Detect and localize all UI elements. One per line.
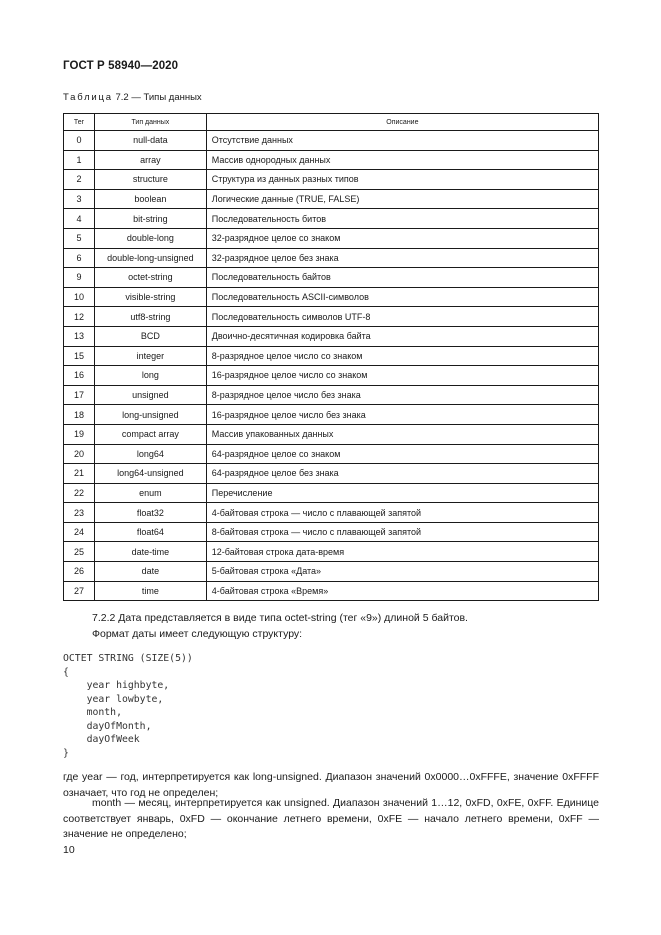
- cell-type: double-long-unsigned: [94, 248, 206, 268]
- cell-type: time: [94, 581, 206, 601]
- cell-description: Логические данные (TRUE, FALSE): [206, 189, 598, 209]
- table-row: [64, 444, 599, 464]
- table-row: [64, 405, 599, 425]
- cell-tag: 25: [64, 542, 95, 562]
- cell-description: Последовательность ASCII-символов: [206, 287, 598, 307]
- table-row: [64, 522, 599, 542]
- cell-description: 16-разрядное целое число со знаком: [206, 366, 598, 386]
- cell-type: octet-string: [94, 268, 206, 288]
- cell-description: 64-разрядное целое без знака: [206, 464, 598, 484]
- table-caption-word: Таблица: [63, 92, 113, 103]
- cell-description: Массив однородных данных: [206, 150, 598, 170]
- document-header: ГОСТ Р 58940—2020: [63, 60, 179, 72]
- cell-description: Структура из данных разных типов: [206, 170, 598, 190]
- table-row: [64, 189, 599, 209]
- cell-tag: 3: [64, 189, 95, 209]
- cell-type: long-unsigned: [94, 405, 206, 425]
- cell-tag: 22: [64, 483, 95, 503]
- table-row: [64, 562, 599, 582]
- cell-type: compact array: [94, 424, 206, 444]
- cell-tag: 12: [64, 307, 95, 327]
- cell-tag: 16: [64, 366, 95, 386]
- cell-tag: 5: [64, 228, 95, 248]
- cell-description: 64-разрядное целое со знаком: [206, 444, 598, 464]
- table-row: [64, 366, 599, 386]
- cell-tag: 6: [64, 248, 95, 268]
- cell-description: 32-разрядное целое со знаком: [206, 228, 598, 248]
- cell-description: Последовательность битов: [206, 209, 598, 229]
- cell-tag: 9: [64, 268, 95, 288]
- cell-tag: 10: [64, 287, 95, 307]
- paragraph-7-2-2: 7.2.2 Дата представляется в виде типа octet-string (тег «9») длиной 5 байтов.: [92, 612, 468, 624]
- cell-description: Массив упакованных данных: [206, 424, 598, 444]
- column-header-description: Описание: [206, 114, 598, 131]
- table-caption: [63, 92, 202, 103]
- table-row: [64, 581, 599, 601]
- cell-type: utf8-string: [94, 307, 206, 327]
- page-number: 10: [63, 844, 75, 856]
- cell-type: date-time: [94, 542, 206, 562]
- cell-type: unsigned: [94, 385, 206, 405]
- cell-type: structure: [94, 170, 206, 190]
- cell-type: long64-unsigned: [94, 464, 206, 484]
- table-row: [64, 248, 599, 268]
- data-types-table: [63, 113, 599, 601]
- paragraph-format-intro: Формат даты имеет следующую структуру:: [92, 628, 303, 640]
- cell-description: 5-байтовая строка «Дата»: [206, 562, 598, 582]
- cell-description: Перечисление: [206, 483, 598, 503]
- cell-tag: 4: [64, 209, 95, 229]
- table-caption-title: 7.2 — Типы данных: [112, 92, 202, 103]
- table-row: [64, 170, 599, 190]
- column-header-tag: Тег: [64, 114, 95, 131]
- paragraph-year: где year — год, интерпретируется как long-unsigned. Диапазон значений 0x0000…0xFFFE, значение 0xFFFF означает, что год не определен;: [63, 771, 599, 799]
- cell-tag: 13: [64, 326, 95, 346]
- cell-type: boolean: [94, 189, 206, 209]
- cell-tag: 0: [64, 131, 95, 151]
- cell-description: 12-байтовая строка дата-время: [206, 542, 598, 562]
- cell-tag: 1: [64, 150, 95, 170]
- cell-tag: 27: [64, 581, 95, 601]
- cell-type: visible-string: [94, 287, 206, 307]
- cell-type: bit-string: [94, 209, 206, 229]
- cell-tag: 19: [64, 424, 95, 444]
- cell-type: double-long: [94, 228, 206, 248]
- code-block: OCTET STRING (SIZE(5)) { year highbyte, year lowbyte, month, dayOfMonth, dayOfWeek }: [63, 653, 193, 759]
- cell-description: Отсутствие данных: [206, 131, 598, 151]
- cell-type: long64: [94, 444, 206, 464]
- table-row: [64, 483, 599, 503]
- cell-type: null-data: [94, 131, 206, 151]
- table-row: [64, 268, 599, 288]
- table-row: [64, 131, 599, 151]
- cell-description: Последовательность байтов: [206, 268, 598, 288]
- cell-tag: 20: [64, 444, 95, 464]
- column-header-type: Тип данных: [94, 114, 206, 131]
- table-body: [64, 131, 599, 601]
- cell-description: 4-байтовая строка «Время»: [206, 581, 598, 601]
- table-row: [64, 385, 599, 405]
- table-row: [64, 424, 599, 444]
- cell-description: Двоично-десятичная кодировка байта: [206, 326, 598, 346]
- cell-type: enum: [94, 483, 206, 503]
- cell-description: 8-байтовая строка — число с плавающей запятой: [206, 522, 598, 542]
- cell-tag: 17: [64, 385, 95, 405]
- cell-tag: 2: [64, 170, 95, 190]
- table-row: [64, 150, 599, 170]
- cell-type: BCD: [94, 326, 206, 346]
- cell-tag: 18: [64, 405, 95, 425]
- cell-description: 32-разрядное целое без знака: [206, 248, 598, 268]
- paragraph-month: month — месяц, интерпретируется как unsigned. Диапазон значений 1…12, 0xFD, 0xFE, 0xFF. Единице соответствует январь, 0xFD — окончание летнего времени, 0xFE — начало летнего времени, 0xFF — значение не определено;: [63, 797, 599, 840]
- table-row: [64, 503, 599, 523]
- table-row: [64, 287, 599, 307]
- cell-type: integer: [94, 346, 206, 366]
- cell-tag: 24: [64, 522, 95, 542]
- table-header-row: [64, 114, 599, 131]
- cell-tag: 15: [64, 346, 95, 366]
- cell-tag: 23: [64, 503, 95, 523]
- cell-type: float32: [94, 503, 206, 523]
- cell-tag: 21: [64, 464, 95, 484]
- table-row: [64, 464, 599, 484]
- cell-type: array: [94, 150, 206, 170]
- cell-description: 4-байтовая строка — число с плавающей запятой: [206, 503, 598, 523]
- cell-tag: 26: [64, 562, 95, 582]
- table-row: [64, 209, 599, 229]
- table-row: [64, 326, 599, 346]
- cell-type: float64: [94, 522, 206, 542]
- cell-description: 16-разрядное целое число без знака: [206, 405, 598, 425]
- table-row: [64, 346, 599, 366]
- cell-description: Последовательность символов UTF-8: [206, 307, 598, 327]
- cell-description: 8-разрядное целое число без знака: [206, 385, 598, 405]
- table-row: [64, 542, 599, 562]
- table-row: [64, 228, 599, 248]
- cell-description: 8-разрядное целое число со знаком: [206, 346, 598, 366]
- table-row: [64, 307, 599, 327]
- cell-type: date: [94, 562, 206, 582]
- cell-type: long: [94, 366, 206, 386]
